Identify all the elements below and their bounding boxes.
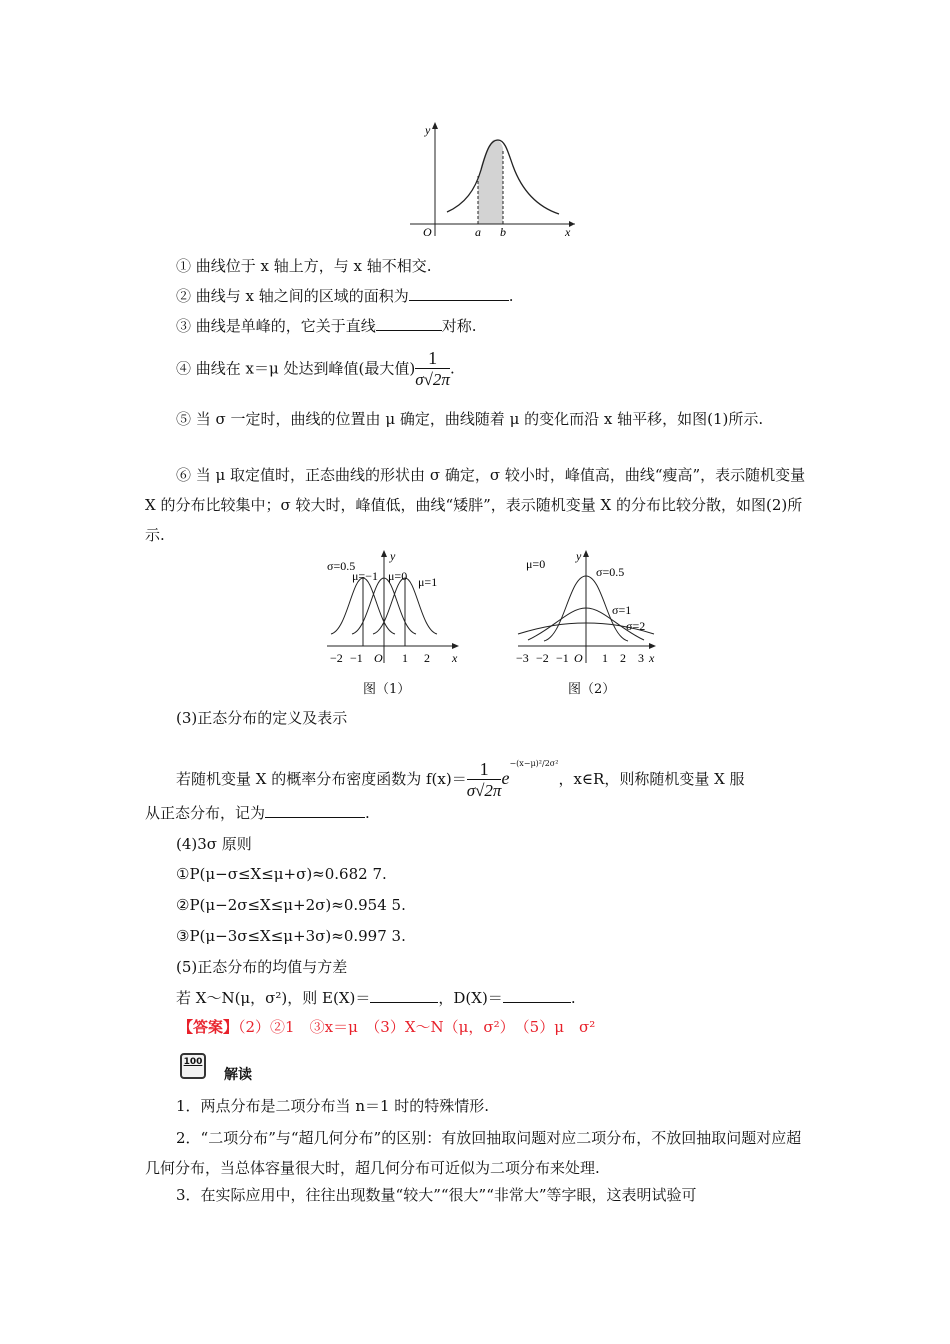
section-3-title: (3)正态分布的定义及表示 — [176, 709, 348, 727]
rule-2: ②P(μ−2σ≤X≤μ+2σ)≈0.954 5. — [176, 896, 406, 914]
section-5-title: (5)正态分布的均值与方差 — [176, 958, 348, 976]
jiedu-item-1: 1．两点分布是二项分布当 n＝1 时的特殊情形. — [176, 1097, 490, 1115]
normal-curve-figure — [405, 118, 580, 238]
rule-3: ③P(μ−3σ≤X≤μ+3σ)≈0.997 3. — [176, 927, 406, 945]
blank-variance — [503, 988, 571, 1003]
axis-y-label: y — [425, 123, 431, 137]
tick: 2 — [620, 651, 626, 665]
tick: O — [374, 651, 383, 665]
jiedu-heading: 解读 — [224, 1067, 252, 1083]
property-2: ② 曲线与 x 轴之间的区域的面积为 . — [176, 287, 514, 305]
property-5: ⑤ 当 σ 一定时，曲线的位置由 μ 确定，曲线随着 μ 的变化而沿 x 轴平移，如图(1)所示. — [176, 410, 764, 428]
peak-fraction: $\frac{1}{\sigma√2\pi}$ — [415, 348, 450, 389]
answer-label: 【答案】 — [178, 1018, 239, 1036]
jiedu-item-2: 2．“二项分布”与“超几何分布”的区别：有放回抽取问题对应二项分布，不放回抽取问题对应超几何分布，当总体容量很大时，超几何分布可近似为二项分布来处理. — [145, 1129, 802, 1177]
tick: −2 — [330, 651, 343, 665]
tick: 2 — [424, 651, 430, 665]
figure-2-chart — [514, 548, 664, 668]
jiedu-item-3: 3．在实际应用中，往往出现数量“较大”“很大”“非常大”等字眼，这表明试验可 — [176, 1186, 697, 1204]
curve-label-mu-neg1: μ=−1 — [352, 569, 378, 583]
tick: −1 — [350, 651, 363, 665]
figure-1-caption: 图（1） — [363, 682, 411, 697]
tick: −1 — [556, 651, 569, 665]
answer-line — [178, 1017, 843, 1037]
rule-1: ①P(μ−σ≤X≤μ+σ)≈0.682 7. — [176, 865, 387, 883]
figure-2-caption: 图（2） — [568, 682, 616, 697]
axis-x-label: x — [452, 651, 458, 665]
curve-label-sigma-1: σ=1 — [612, 603, 632, 617]
section-4-title: (4)3σ 原则 — [176, 835, 252, 853]
blank-axis — [376, 316, 442, 331]
property-6: ⑥ 当 μ 取定值时，正态曲线的形状由 σ 确定，σ 较小时，峰值高，曲线“瘦高”，表示随机变量 X 的分布比较集中；σ 较大时，峰值低，曲线“矮胖”，表示随机变量 X 的分布比较分散，如图(2)所示. — [145, 466, 806, 544]
blank-notation — [265, 803, 365, 818]
curve-label-sigma-2: σ=2 — [626, 619, 646, 633]
tick: 1 — [402, 651, 408, 665]
score-100-icon: 100 — [180, 1053, 206, 1079]
axis-y-label: y — [576, 549, 582, 563]
section-3-line2: 从正态分布，记为 . — [145, 804, 370, 822]
mu-label: μ=0 — [526, 557, 546, 571]
figure-1-chart — [322, 548, 472, 668]
density-fraction: $\frac{1}{\sigma√2\pi}$ — [466, 758, 502, 800]
b-label: b — [500, 225, 506, 238]
a-label: a — [475, 225, 481, 238]
axis-y-label: y — [390, 549, 396, 563]
section-5-text: 若 X～N(μ，σ²)，则 E(X)＝ ，D(X)＝ . — [176, 989, 576, 1007]
origin-label: O — [423, 225, 432, 238]
curve-label-sigma-0.5: σ=0.5 — [596, 565, 625, 579]
blank-mean — [370, 988, 438, 1003]
tick: 3 — [638, 651, 644, 665]
property-1: ① 曲线位于 x 轴上方，与 x 轴不相交. — [176, 257, 432, 275]
curve-label-mu-0: μ=0 — [388, 569, 408, 583]
axis-x-label: x — [649, 651, 655, 665]
property-4: ④ 曲线在 x＝μ 处达到峰值(最大值) $\frac{1}{\sigma√2\pi}$ . — [176, 348, 455, 389]
axis-x-label: x — [565, 225, 571, 238]
blank-area — [409, 286, 509, 301]
curve-label-mu-1: μ=1 — [418, 575, 438, 589]
answer-content: （2）②1 ③x＝μ （3）X～N（μ，σ²） （5）μ σ² — [238, 1018, 596, 1036]
property-3: ③ 曲线是单峰的，它关于直线 对称. — [176, 317, 477, 335]
tick: 1 — [602, 651, 608, 665]
exponent: −(x−μ)²/2σ² — [509, 759, 559, 768]
section-3-definition: 若随机变量 X 的概率分布密度函数为 f(x)＝ $\frac{1}{\sigma√2\pi}$ $e^{-(x-\mu)^2/2\sigma^2}$，x∈R，则称随机变量 X 服 — [176, 758, 745, 800]
tick: −2 — [536, 651, 549, 665]
tick: O — [574, 651, 583, 665]
tick: −3 — [516, 651, 529, 665]
sigma-label: σ=0.5 — [327, 559, 356, 573]
